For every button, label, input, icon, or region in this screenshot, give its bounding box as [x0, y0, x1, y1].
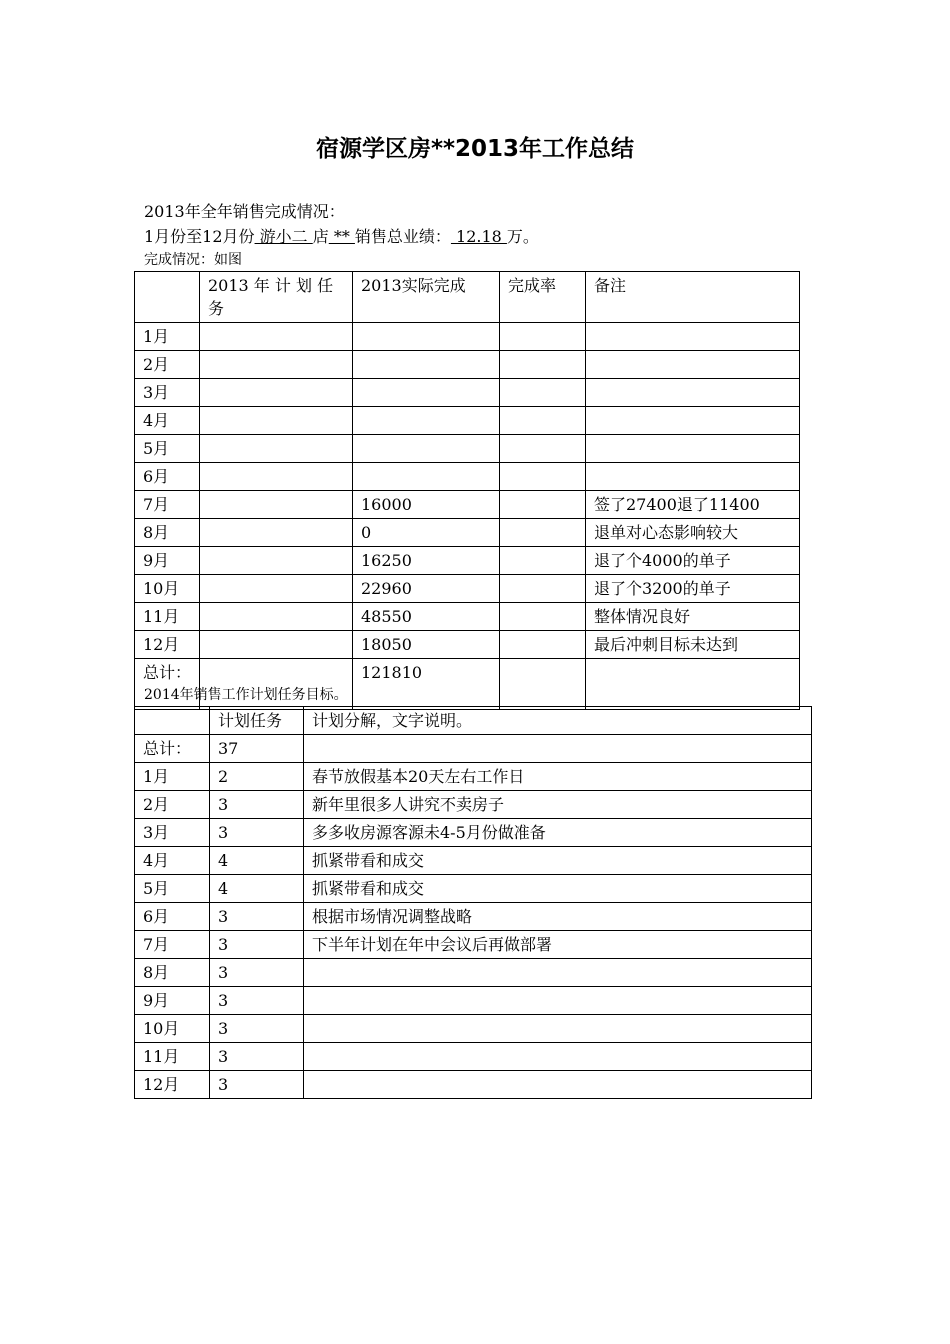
table-cell: 11月 — [135, 1043, 210, 1071]
table-cell — [500, 575, 586, 603]
table-cell — [200, 463, 353, 491]
table-row — [135, 631, 800, 659]
table-row — [135, 519, 800, 547]
table-cell: 16250 — [353, 547, 500, 575]
table-cell: 16000 — [353, 491, 500, 519]
document-title: 宿源学区房**2013年工作总结 — [315, 136, 635, 162]
table-cell: 10月 — [135, 1015, 210, 1043]
table-cell: 退单对心态影响较大 — [586, 519, 800, 547]
table-cell — [304, 1071, 812, 1099]
plan-caption: 2014年销售工作计划任务目标。 — [144, 687, 348, 703]
table-cell: 5月 — [135, 435, 200, 463]
table-cell — [500, 491, 586, 519]
table-cell — [200, 407, 353, 435]
table-cell — [135, 272, 200, 323]
table-cell: 2013实际完成 — [353, 272, 500, 323]
table-cell: 11月 — [135, 603, 200, 631]
table-cell: 22960 — [353, 575, 500, 603]
table-row — [135, 491, 800, 519]
table-cell — [200, 631, 353, 659]
table-cell — [353, 407, 500, 435]
table-cell: 7月 — [135, 931, 210, 959]
table-cell: 6月 — [135, 903, 210, 931]
table-cell — [586, 659, 800, 710]
table-row — [135, 1043, 812, 1071]
table-row — [135, 351, 800, 379]
table-cell: 4月 — [135, 847, 210, 875]
table-cell: 3月 — [135, 379, 200, 407]
intro-line-1: 2013年全年销售完成情况： — [144, 202, 345, 221]
table-cell: 10月 — [135, 575, 200, 603]
table-cell — [200, 575, 353, 603]
table-cell: 18050 — [353, 631, 500, 659]
table-cell — [200, 491, 353, 519]
table-cell — [586, 435, 800, 463]
table-cell — [586, 463, 800, 491]
sales-2013-table — [134, 271, 800, 710]
table-row — [135, 931, 812, 959]
table-cell — [500, 379, 586, 407]
table-cell: 备注 — [586, 272, 800, 323]
table-cell: 多多收房源客源未4-5月份做准备 — [304, 819, 812, 847]
table-row — [135, 735, 812, 763]
table-cell — [200, 603, 353, 631]
table-cell: 新年里很多人讲究不卖房子 — [304, 791, 812, 819]
table-row — [135, 819, 812, 847]
table-cell: 抓紧带看和成交 — [304, 875, 812, 903]
table-cell: 4月 — [135, 407, 200, 435]
table-row — [135, 575, 800, 603]
table-cell: 8月 — [135, 959, 210, 987]
table-row — [135, 407, 800, 435]
table-cell: 6月 — [135, 463, 200, 491]
table-cell: 4 — [210, 875, 304, 903]
table-row — [135, 987, 812, 1015]
table-cell — [304, 1043, 812, 1071]
table-row — [135, 323, 800, 351]
table-cell: 完成率 — [500, 272, 586, 323]
table-cell — [500, 603, 586, 631]
table-cell: 最后冲刺目标未达到 — [586, 631, 800, 659]
person-name: ** — [328, 227, 355, 246]
table-cell — [353, 323, 500, 351]
table-cell: 总计： — [135, 735, 210, 763]
table-cell: 3 — [210, 1015, 304, 1043]
table-cell — [500, 407, 586, 435]
table-cell: 抓紧带看和成交 — [304, 847, 812, 875]
table-cell: 2月 — [135, 351, 200, 379]
table-cell: 根据市场情况调整战略 — [304, 903, 812, 931]
table-cell: 总计： — [135, 659, 200, 710]
table-cell — [353, 435, 500, 463]
table-cell — [200, 379, 353, 407]
table-row — [135, 1015, 812, 1043]
table-cell — [586, 407, 800, 435]
total-value: 12.18 — [450, 227, 507, 246]
table-cell — [500, 435, 586, 463]
table-row — [135, 1071, 812, 1099]
table-cell — [500, 519, 586, 547]
table-cell: 3 — [210, 987, 304, 1015]
table-cell: 8月 — [135, 519, 200, 547]
table-row — [135, 603, 800, 631]
table-cell — [200, 435, 353, 463]
table-row — [135, 379, 800, 407]
table-row — [135, 903, 812, 931]
table-cell — [200, 547, 353, 575]
table-cell — [500, 463, 586, 491]
table-cell: 4 — [210, 847, 304, 875]
table-cell — [304, 987, 812, 1015]
table-cell — [500, 631, 586, 659]
table-cell — [200, 351, 353, 379]
table-header-row — [135, 707, 812, 735]
table-cell: 3 — [210, 1071, 304, 1099]
table-cell: 计划分解，文字说明。 — [304, 707, 812, 735]
plan-2014-table — [134, 706, 812, 1099]
table-cell: 12月 — [135, 1071, 210, 1099]
table-cell: 9月 — [135, 987, 210, 1015]
table-cell — [135, 707, 210, 735]
intro-line-2 — [144, 224, 539, 247]
table-cell: 春节放假基本20天左右工作日 — [304, 763, 812, 791]
table-cell: 3月 — [135, 819, 210, 847]
table-row — [135, 959, 812, 987]
table-cell — [586, 379, 800, 407]
table-cell: 12月 — [135, 631, 200, 659]
table-cell: 3 — [210, 819, 304, 847]
table-cell: 5月 — [135, 875, 210, 903]
total-label: 销售总业绩： — [354, 227, 451, 246]
table-cell: 3 — [210, 931, 304, 959]
table-cell: 退了个3200的单子 — [586, 575, 800, 603]
store-suffix: 店 — [312, 227, 329, 246]
table-cell: 2月 — [135, 791, 210, 819]
table-cell: 整体情况良好 — [586, 603, 800, 631]
table-row — [135, 763, 812, 791]
table-row — [135, 875, 812, 903]
table-cell: 签了27400退了11400 — [586, 491, 800, 519]
table-cell: 48550 — [353, 603, 500, 631]
table-cell — [200, 323, 353, 351]
table-cell — [353, 351, 500, 379]
table-cell — [586, 323, 800, 351]
period-text: 1月份至12月份 — [144, 227, 255, 246]
table-cell — [500, 547, 586, 575]
table-cell: 0 — [353, 519, 500, 547]
table-cell: 退了个4000的单子 — [586, 547, 800, 575]
table-cell — [304, 959, 812, 987]
table-row — [135, 435, 800, 463]
table-cell: 2013 年 计 划 任务 — [200, 272, 353, 323]
table-cell — [500, 351, 586, 379]
table-header-row — [135, 272, 800, 323]
table-cell: 计划任务 — [210, 707, 304, 735]
table-row — [135, 547, 800, 575]
table-cell: 3 — [210, 1043, 304, 1071]
table-cell — [200, 519, 353, 547]
intro-line-3: 完成情况：如图 — [144, 252, 242, 268]
table-cell: 121810 — [353, 659, 500, 710]
store-name: 游小二 — [254, 227, 313, 246]
table-cell — [304, 1015, 812, 1043]
table-cell — [353, 463, 500, 491]
table-cell — [304, 735, 812, 763]
table-cell: 1月 — [135, 323, 200, 351]
table-cell — [500, 659, 586, 710]
total-unit: 万。 — [506, 227, 539, 246]
table-cell: 9月 — [135, 547, 200, 575]
table-row — [135, 847, 812, 875]
table-cell: 3 — [210, 903, 304, 931]
table-cell: 1月 — [135, 763, 210, 791]
table-cell: 37 — [210, 735, 304, 763]
table-cell: 3 — [210, 959, 304, 987]
table-row — [135, 463, 800, 491]
table-cell — [500, 323, 586, 351]
table-cell: 3 — [210, 791, 304, 819]
table-cell: 下半年计划在年中会议后再做部署 — [304, 931, 812, 959]
table-cell — [586, 351, 800, 379]
table-cell: 7月 — [135, 491, 200, 519]
table-cell: 2 — [210, 763, 304, 791]
table-cell — [353, 379, 500, 407]
table-row — [135, 791, 812, 819]
